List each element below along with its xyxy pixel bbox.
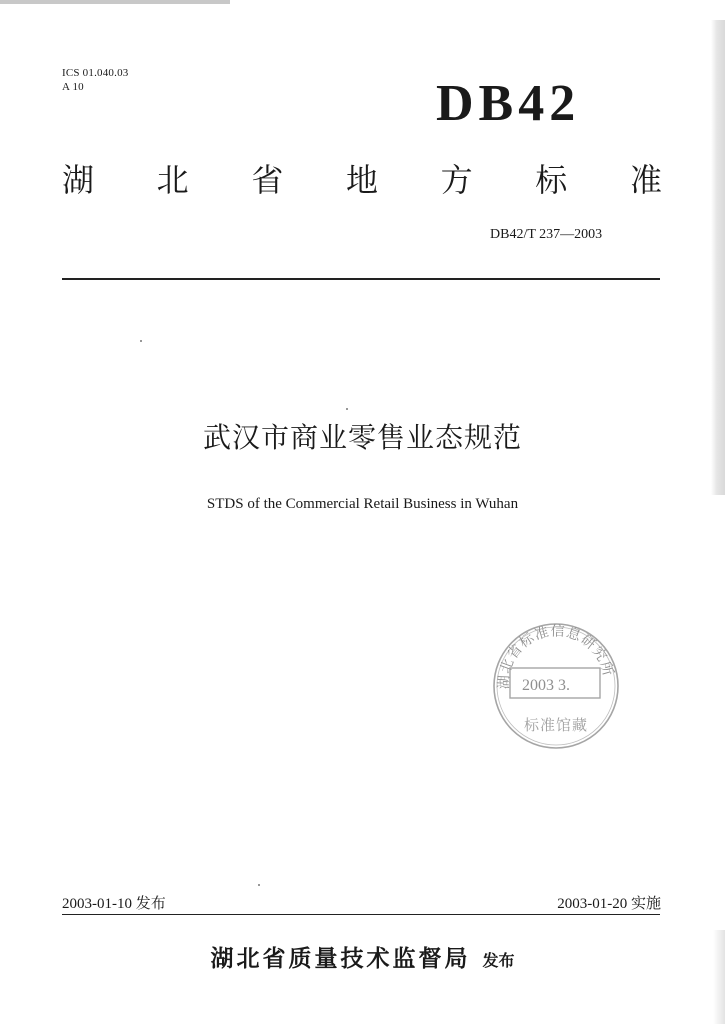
title-chinese: 武汉市商业零售业态规范 (202, 421, 522, 454)
scan-edge (0, 0, 230, 4)
svg-text:标准馆藏: 标准馆藏 (524, 716, 589, 734)
header-divider (62, 278, 660, 280)
scan-speck (140, 340, 142, 342)
standard-type-char: 准 (629, 161, 662, 199)
issuer-organization: 湖北省质量技术监督局 (210, 946, 471, 972)
ccs-code: A 10 (62, 81, 84, 93)
title-english: STDS of the Commercial Retail Business in Wuhan (206, 496, 519, 512)
classification-codes (62, 66, 128, 94)
standard-type-char: 省 (251, 161, 284, 199)
library-stamp (488, 618, 624, 754)
svg-text:2003 3.: 2003 3. (522, 677, 570, 694)
db-code-logo: DB42 (436, 75, 581, 132)
footer-divider (62, 914, 660, 915)
stamp-seal-graphic (488, 618, 624, 754)
issue-date: 2003-01-10 发布 (62, 896, 166, 912)
standard-number: DB42/T 237—2003 (490, 227, 603, 242)
issuing-authority (0, 940, 725, 973)
standard-type-char: 地 (345, 161, 378, 199)
ics-code: ICS 01.040.03 (62, 67, 129, 79)
standard-type-char: 北 (156, 161, 189, 199)
implementation-date: 2003-01-20 实施 (557, 896, 661, 912)
standard-type-heading (62, 160, 662, 200)
standard-type-char: 湖 (62, 161, 95, 199)
scan-speck (346, 408, 348, 410)
standard-type-char: 方 (440, 161, 473, 199)
scan-speck (258, 884, 260, 886)
svg-text:湖北省标准信息研究所: 湖北省标准信息研究所 (496, 623, 617, 690)
standard-type-char: 标 (535, 161, 568, 199)
issuer-suffix: 发布 (482, 951, 515, 970)
